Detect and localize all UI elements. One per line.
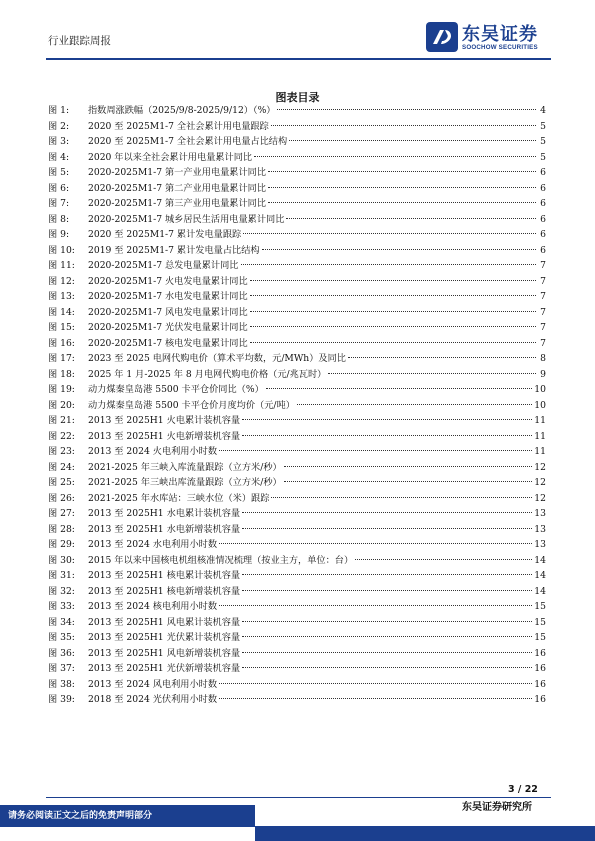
toc-figure-number: 图 35: [48,632,75,643]
toc-page-number: 4 [540,105,546,116]
toc-entry[interactable] [48,336,546,352]
toc-figure-number: 图 24: [48,461,75,473]
toc-page-number: 6 [540,244,546,256]
toc-figure-title: 2013 至 2025H1 核电累计装机容量 [88,570,241,581]
toc-leader-dots [271,497,532,498]
toc-leader-dots [219,683,532,684]
toc-entry[interactable] [48,444,546,460]
toc-page-number: 6 [540,182,546,194]
toc-entry[interactable] [48,553,546,569]
toc-entry[interactable] [48,413,546,429]
toc-leader-dots [250,311,536,312]
toc-leader-dots [284,466,533,467]
toc-leader-dots [242,419,532,420]
toc-figure-title: 2013 至 2024 水电利用小时数 [88,539,218,550]
toc-figure-title: 2013 至 2025H1 核电新增装机容量 [88,585,241,597]
toc-figure-number: 图 10: [48,244,75,256]
toc-entry[interactable] [48,150,546,166]
toc-entry[interactable] [48,460,546,476]
toc-leader-dots [241,264,537,265]
toc-page-number: 13 [534,539,546,550]
toc-page-number: 7 [540,306,546,318]
toc-page-number: 13 [534,523,546,535]
toc-figure-title: 2025 年 1 月-2025 年 8 月电网代购电价格（元/兆瓦时） [88,368,327,380]
toc-leader-dots [242,574,532,575]
toc-figure-number: 图 25: [48,477,75,488]
toc-leader-dots [242,652,532,653]
toc-entry[interactable] [48,258,546,274]
toc-leader-dots [271,125,536,126]
toc-figure-title: 动力煤秦皇岛港 5500 卡平仓价月度均价（元/吨） [88,399,295,411]
toc-entry[interactable] [48,243,546,259]
toc-page-number: 11 [534,430,546,442]
toc-figure-number: 图 7: [48,198,70,209]
toc-page-number: 12 [534,492,546,504]
toc-figure-title: 2020-2025M1-7 水电发电量累计同比 [88,291,248,302]
toc-figure-number: 图 34: [48,616,75,628]
toc-figure-title: 2020-2025M1-7 第三产业用电量累计同比 [88,198,267,209]
toc-page-number: 7 [540,337,546,349]
toc-leader-dots [262,249,536,250]
toc-entry[interactable] [48,382,546,398]
toc-entry[interactable] [48,584,546,600]
toc-figure-number: 图 5: [48,167,70,178]
toc-page-number: 7 [540,260,546,271]
toc-figure-number: 图 1: [48,105,70,116]
toc-figure-number: 图 3: [48,136,70,147]
toc-leader-dots [284,481,533,482]
toc-page-number: 15 [534,616,546,628]
toc-entry[interactable] [48,212,546,228]
figure-table-of-contents [48,103,546,708]
toc-page-number: 6 [540,167,546,178]
toc-entry[interactable] [48,181,546,197]
toc-page-number: 7 [540,275,546,287]
toc-figure-number: 图 39: [48,694,75,705]
toc-page-number: 11 [534,415,546,426]
toc-figure-title: 2020-2025M1-7 核电发电量累计同比 [88,337,248,349]
toc-leader-dots [243,233,536,234]
toc-figure-title: 2020-2025M1-7 第二产业用电量累计同比 [88,182,267,194]
toc-entry[interactable] [48,646,546,662]
toc-figure-number: 图 20: [48,399,75,411]
toc-figure-title: 2020-2025M1-7 城乡居民生活用电量累计同比 [88,213,285,225]
toc-figure-title: 2013 至 2025H1 水电累计装机容量 [88,508,241,519]
toc-page-number: 8 [540,353,546,364]
toc-figure-title: 2019 至 2025M1-7 累计发电量占比结构 [88,244,260,256]
toc-figure-number: 图 18: [48,368,75,380]
toc-leader-dots [268,171,536,172]
toc-leader-dots [328,373,536,374]
toc-entry[interactable] [48,289,546,305]
toc-figure-title: 2020-2025M1-7 风电发电量累计同比 [88,306,248,318]
toc-figure-number: 图 21: [48,415,75,426]
toc-figure-title: 2020 至 2025M1-7 累计发电量跟踪 [88,229,242,240]
toc-entry[interactable] [48,615,546,631]
toc-page-number: 11 [534,446,546,457]
toc-leader-dots [242,636,532,637]
toc-figure-title: 2020-2025M1-7 第一产业用电量累计同比 [88,167,267,178]
toc-leader-dots [277,109,536,110]
toc-leader-dots [219,605,532,606]
toc-entry[interactable] [48,103,546,119]
toc-figure-title: 2020-2025M1-7 火电发电量累计同比 [88,275,248,287]
toc-figure-number: 图 17: [48,353,75,364]
disclaimer-banner: 请务必阅读正文之后的免责声明部分 [0,805,255,827]
toc-figure-number: 图 12: [48,275,75,287]
toc-figure-number: 图 11: [48,260,75,271]
toc-page-number: 6 [540,213,546,225]
toc-entry[interactable] [48,677,546,693]
toc-page-number: 16 [534,647,546,659]
toc-leader-dots [242,590,532,591]
toc-figure-title: 2020 年以来全社会累计用电量累计同比 [88,151,253,163]
toc-entry[interactable] [48,630,546,646]
toc-leader-dots [219,543,532,544]
toc-figure-title: 2013 至 2024 风电利用小时数 [88,678,218,690]
toc-entry[interactable] [48,692,546,708]
toc-leader-dots [219,698,532,699]
toc-leader-dots [242,435,532,436]
toc-entry[interactable] [48,320,546,336]
toc-leader-dots [242,528,532,529]
toc-figure-number: 图 26: [48,492,75,504]
toc-figure-title: 2021-2025 年三峡出库流量跟踪（立方米/秒） [88,477,282,488]
toc-entry[interactable] [48,165,546,181]
toc-figure-number: 图 37: [48,663,75,674]
toc-figure-title: 2020-2025M1-7 总发电量累计同比 [88,260,239,271]
toc-leader-dots [289,140,536,141]
toc-entry[interactable] [48,599,546,615]
toc-leader-dots [250,280,536,281]
toc-figure-title: 2013 至 2025H1 水电新增装机容量 [88,523,241,535]
toc-page-number: 5 [540,120,546,132]
logo-chinese-name: 东吴证券 [462,24,538,45]
toc-entry[interactable] [48,568,546,584]
toc-entry[interactable] [48,119,546,135]
toc-figure-title: 2013 至 2025H1 风电累计装机容量 [88,616,241,628]
toc-page-number: 15 [534,632,546,643]
toc-figure-number: 图 2: [48,120,70,132]
toc-leader-dots [348,357,536,358]
toc-figure-title: 2013 至 2025H1 火电新增装机容量 [88,430,241,442]
toc-leader-dots [268,202,536,203]
toc-figure-number: 图 8: [48,213,70,225]
toc-figure-number: 图 31: [48,570,75,581]
toc-leader-dots [250,326,536,327]
toc-figure-number: 图 23: [48,446,75,457]
toc-figure-number: 图 22: [48,430,75,442]
toc-page-number: 5 [540,151,546,163]
toc-entry[interactable] [48,537,546,553]
toc-entry[interactable] [48,522,546,538]
toc-page-number: 7 [540,291,546,302]
toc-page-number: 14 [534,554,546,566]
toc-entry[interactable] [48,227,546,243]
logo-english-name: SOOCHOW SECURITIES [462,44,538,51]
toc-page-number: 15 [534,601,546,612]
toc-figure-title: 2020 至 2025M1-7 全社会累计用电量跟踪 [88,120,269,132]
toc-page-number: 10 [534,384,546,395]
toc-page-number: 16 [534,694,546,705]
toc-figure-number: 图 4: [48,151,70,163]
toc-figure-title: 2013 至 2025H1 光伏新增装机容量 [88,663,241,674]
toc-leader-dots [266,388,533,389]
toc-figure-title: 2018 至 2024 光伏利用小时数 [88,694,218,705]
toc-figure-number: 图 30: [48,554,75,566]
toc-figure-title: 2013 至 2024 核电利用小时数 [88,601,218,612]
toc-figure-title: 动力煤秦皇岛港 5500 卡平仓价同比（%） [88,384,264,395]
toc-figure-number: 图 19: [48,384,75,395]
toc-figure-number: 图 28: [48,523,75,535]
toc-figure-title: 2013 至 2025H1 光伏累计装机容量 [88,632,241,643]
toc-page-number: 5 [540,136,546,147]
toc-entry[interactable] [48,398,546,414]
toc-figure-title: 2020-2025M1-7 光伏发电量累计同比 [88,322,248,333]
toc-figure-number: 图 16: [48,337,75,349]
toc-leader-dots [268,187,536,188]
toc-leader-dots [242,512,532,513]
toc-entry[interactable] [48,661,546,677]
toc-page-number: 14 [534,570,546,581]
toc-figure-number: 图 36: [48,647,75,659]
toc-figure-title: 2023 至 2025 电网代购电价（算术平均数，元/MWh）及同比 [88,353,346,364]
toc-figure-title: 2021-2025 年三峡入库流量跟踪（立方米/秒） [88,461,282,473]
toc-entry[interactable] [48,274,546,290]
logo-mark-icon [426,22,458,52]
toc-figure-number: 图 29: [48,539,75,550]
toc-figure-title: 指数周涨跌幅（2025/9/8-2025/9/12）（%） [88,105,276,116]
toc-page-number: 13 [534,508,546,519]
toc-figure-number: 图 27: [48,508,75,519]
toc-entry[interactable] [48,196,546,212]
toc-entry[interactable] [48,367,546,383]
toc-entry[interactable] [48,305,546,321]
toc-figure-number: 图 6: [48,182,70,194]
toc-figure-number: 图 15: [48,322,75,333]
toc-figure-title: 2020 至 2025M1-7 全社会累计用电量占比结构 [88,136,288,147]
toc-title: 图表目录 [275,91,320,104]
toc-leader-dots [286,218,536,219]
toc-page-number: 14 [534,585,546,597]
toc-page-number: 12 [534,477,546,488]
toc-leader-dots [219,450,532,451]
toc-figure-number: 图 14: [48,306,75,318]
research-institute-label: 东吴证券研究所 [462,802,532,813]
header-rule [46,58,551,60]
toc-page-number: 7 [540,322,546,333]
toc-page-number: 9 [540,368,546,380]
toc-page-number: 10 [534,399,546,411]
toc-entry[interactable] [48,429,546,445]
toc-leader-dots [250,295,536,296]
toc-figure-title: 2015 年以来中国核电机组核准情况梳理（按业主方，单位：台） [88,554,354,566]
report-type-label: 行业跟踪周报 [48,35,111,47]
toc-leader-dots [297,404,532,405]
toc-entry[interactable] [48,491,546,507]
toc-figure-number: 图 33: [48,601,75,612]
toc-entry[interactable] [48,475,546,491]
toc-figure-number: 图 38: [48,678,75,690]
page-number: 3 / 22 [508,784,538,795]
company-logo [426,20,550,56]
toc-entry[interactable] [48,134,546,150]
toc-page-number: 16 [534,678,546,690]
toc-page-number: 16 [534,663,546,674]
toc-leader-dots [242,667,532,668]
toc-figure-title: 2021-2025 年水库站：三峡水位（米）跟踪 [88,492,270,504]
toc-figure-number: 图 32: [48,585,75,597]
toc-entry[interactable] [48,506,546,522]
toc-figure-title: 2013 至 2025H1 火电累计装机容量 [88,415,241,426]
toc-leader-dots [242,621,532,622]
toc-leader-dots [355,559,532,560]
toc-entry[interactable] [48,351,546,367]
toc-figure-title: 2013 至 2024 火电利用小时数 [88,446,218,457]
toc-figure-title: 2013 至 2025H1 风电新增装机容量 [88,647,241,659]
toc-leader-dots [250,342,536,343]
toc-figure-number: 图 9: [48,229,70,240]
toc-page-number: 6 [540,198,546,209]
toc-leader-dots [254,156,536,157]
toc-figure-number: 图 13: [48,291,75,302]
footer-bar [255,826,595,841]
toc-page-number: 12 [534,461,546,473]
toc-page-number: 6 [540,229,546,240]
